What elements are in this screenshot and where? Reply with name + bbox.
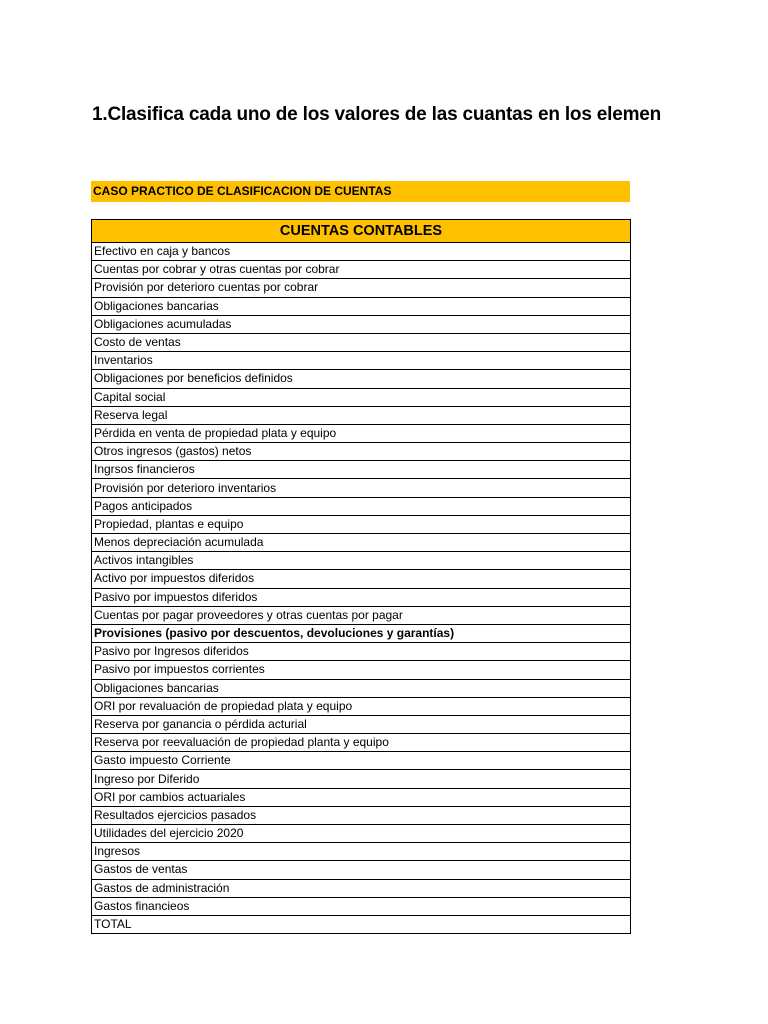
table-row [92,406,631,424]
table-cell: Provisión por deterioro inventarios [92,479,631,497]
table-cell: Pérdida en venta de propiedad plata y equipo [92,424,631,442]
table-row [92,333,631,351]
table-cell: Obligaciones por beneficios definidos [92,370,631,388]
table-row [92,261,631,279]
table-cell: Ingrsos financieros [92,461,631,479]
table-cell-total: TOTAL [92,915,631,933]
table-row [92,843,631,861]
table-row [92,679,631,697]
table-cell: Gastos financieos [92,897,631,915]
table-cell: Reserva por ganancia o pérdida acturial [92,715,631,733]
table-row [92,624,631,642]
table-row [92,443,631,461]
table-cell: Pasivo por impuestos corrientes [92,661,631,679]
table-cell: Capital social [92,388,631,406]
table-cell: Ingreso por Diferido [92,770,631,788]
accounts-table [91,219,631,934]
table-row [92,752,631,770]
table-row [92,315,631,333]
table-cell: Pasivo por Ingresos diferidos [92,643,631,661]
table-header-cell: CUENTAS CONTABLES [92,220,631,243]
table-cell: Reserva por reevaluación de propiedad planta y equipo [92,734,631,752]
table-row [92,606,631,624]
table-cell: Resultados ejercicios pasados [92,806,631,824]
table-row [92,788,631,806]
table-cell: Reserva legal [92,406,631,424]
table-row [92,734,631,752]
table-cell: Obligaciones acumuladas [92,315,631,333]
table-row [92,588,631,606]
table-cell: Activo por impuestos diferidos [92,570,631,588]
table-row [92,479,631,497]
table-cell: Provisiones (pasivo por descuentos, devoluciones y garantías) [92,624,631,642]
table-cell: Gastos de ventas [92,861,631,879]
table-cell: Cuentas por pagar proveedores y otras cuentas por pagar [92,606,631,624]
table-row [92,770,631,788]
table-row-total [92,915,631,933]
table-row [92,552,631,570]
table-cell: Obligaciones bancarias [92,297,631,315]
table-cell: Otros ingresos (gastos) netos [92,443,631,461]
table-row [92,861,631,879]
table-row [92,643,631,661]
table-row [92,497,631,515]
table-row [92,570,631,588]
table-cell: Pagos anticipados [92,497,631,515]
table-row [92,715,631,733]
table-row [92,352,631,370]
table-row [92,697,631,715]
table-row [92,297,631,315]
table-row [92,661,631,679]
table-row [92,515,631,533]
table-row [92,825,631,843]
table-cell: Ingresos [92,843,631,861]
page-title: 1.Clasifica cada uno de los valores de las cuantas en los elemen [92,104,662,125]
table-cell: ORI por revaluación de propiedad plata y equipo [92,697,631,715]
table-row [92,534,631,552]
table-row [92,461,631,479]
table-row [92,897,631,915]
table-cell: ORI por cambios actuariales [92,788,631,806]
table-cell: Provisión por deterioro cuentas por cobrar [92,279,631,297]
table-cell: Activos intangibles [92,552,631,570]
table-cell: Propiedad, plantas e equipo [92,515,631,533]
table-row [92,879,631,897]
table-cell: Pasivo por impuestos diferidos [92,588,631,606]
table-cell: Costo de ventas [92,333,631,351]
table-row [92,243,631,261]
table-row [92,806,631,824]
table-row [92,279,631,297]
table-cell: Cuentas por cobrar y otras cuentas por cobrar [92,261,631,279]
table-header-row [92,220,631,243]
table-cell: Obligaciones bancarias [92,679,631,697]
table-cell: Inventarios [92,352,631,370]
case-banner: CASO PRACTICO DE CLASIFICACION DE CUENTAS [91,181,630,202]
table-cell: Gasto impuesto Corriente [92,752,631,770]
table-row [92,370,631,388]
table-row [92,388,631,406]
table-cell: Gastos de administración [92,879,631,897]
table-row [92,424,631,442]
table-cell: Efectivo en caja y bancos [92,243,631,261]
table-cell: Utilidades del ejercicio 2020 [92,825,631,843]
table-cell: Menos depreciación acumulada [92,534,631,552]
